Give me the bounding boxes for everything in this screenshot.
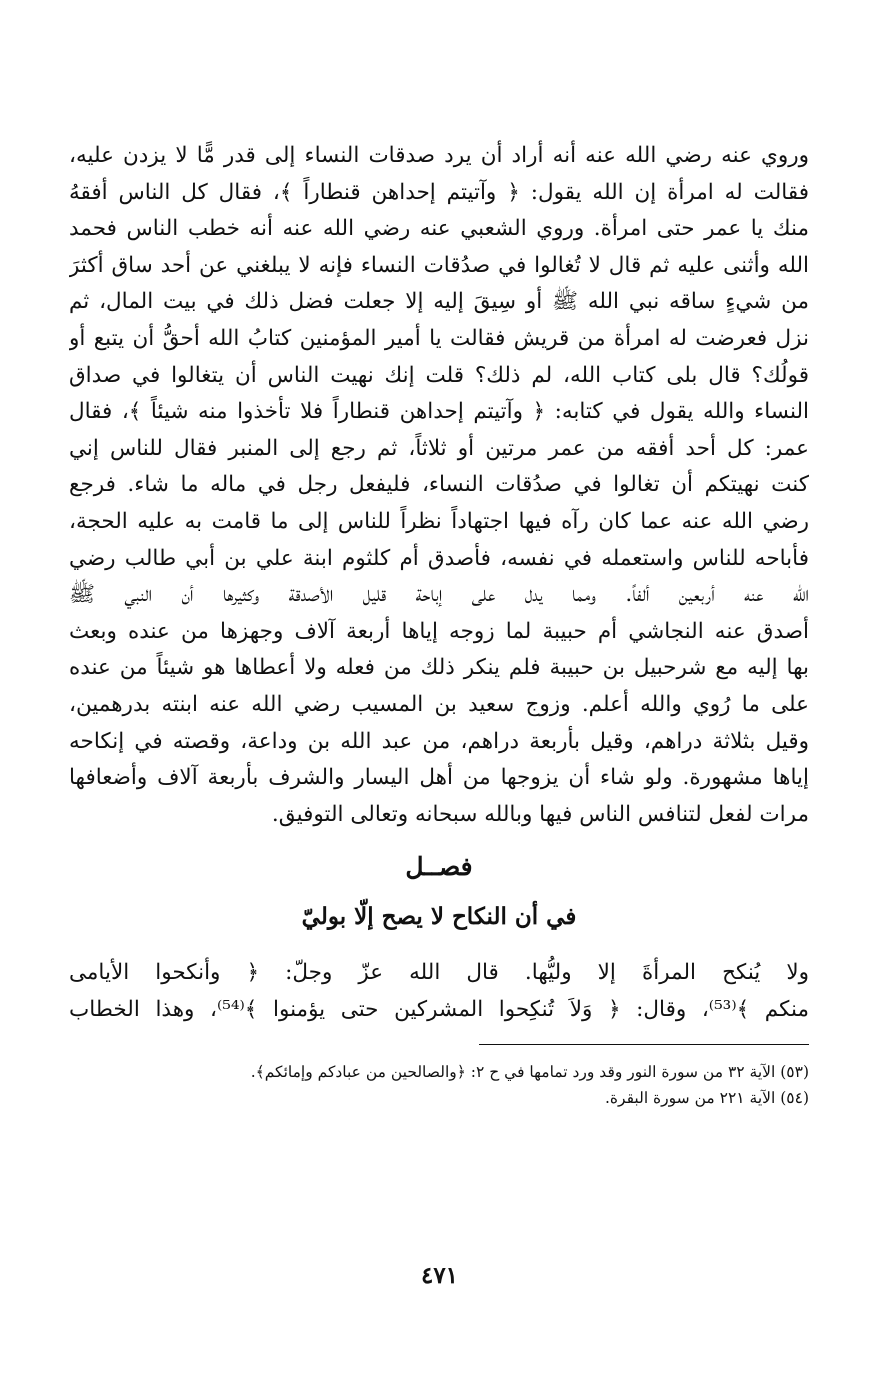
page-content (69, 138, 809, 1111)
text-line: فأباحه للناس واستعمله في نفسه، فأصدق أم كلثوم ابنة علي بن أبي طالب رضي (69, 545, 809, 571)
text-line: منك يا عمر حتى امرأة. وروي الشعبي عنه رضي الله عنه أنه خطب الناس فحمد (69, 216, 809, 242)
text-line: من شيءٍ ساقه نبي الله ﷺ أو سِيقَ إليه إلا جعلت فضل ذلك في بيت المال، ثم (69, 289, 809, 315)
text-line: الله عنه أربعين ألفاً. ومما يدل على إباحة قليل الأصدقة وكثيرها أن النبي ﷺ (69, 582, 809, 608)
text-line: قولُك؟ قال بلى كتاب الله، لم ذلك؟ قلت إنك نهيت الناس أن يتغالوا في صداق (69, 362, 809, 388)
text-line: ولا يُنكح المرأةَ إلا وليُّها. قال الله عزّ وجلّ: ﴿ وأنكحوا الأيامى (69, 960, 809, 986)
footnote: (٥٤) الآية ٢٢١ من سورة البقرة. (604, 1089, 809, 1108)
section-text (69, 955, 809, 1028)
text-line: نزل فعرضت له امرأة من قريش فقالت يا أمير المؤمنين كتابُ الله أحقُّ أن يتبع أو (69, 325, 809, 351)
text-line: مرات لفعل لتنافس الناس فيها وبالله سبحانه وتعالى التوفيق. (271, 801, 809, 827)
text-line: رضي الله عنه عما كان رآه فيها اجتهاداً نظراً للناس إلى ما قامت به عليه الحجة، (69, 508, 809, 534)
text-line: فقالت له امرأة إن الله يقول: ﴿ وآتيتم إحداهن قنطاراً ﴾، فقال كل الناس أفقهُ (69, 179, 809, 205)
text-line: وقيل بثلاثة دراهم، وقيل بأربعة دراهم، من عبد الله بن وداعة، وقصته في إنكاحه (69, 728, 809, 754)
footnote: (٥٣) الآية ٣٢ من سورة النور وقد ورد تمامها في ح ٢: ﴿والصالحين من عبادكم وإمائكم﴾. (250, 1063, 809, 1082)
text-line: على ما رُوي والله أعلم. وزوج سعيد بن المسيب رضي الله عنه ابنته بدرهمين، (69, 691, 809, 717)
text-line: أصدق عنه النجاشي أم حبيبة لما زوجه إياها أربعة آلاف وجهزها من عنده وبعث (69, 618, 809, 644)
footnote-divider (479, 1044, 809, 1045)
footnotes (69, 1059, 809, 1111)
text-line: إياها مشهورة. ولو شاء أن يزوجها من أهل اليسار والشرف بأربعة آلاف وأضعافها (69, 765, 809, 791)
section-heading: فصــل (405, 852, 473, 882)
text-line: عمر: كل أحد أفقه من عمر مرتين أو ثلاثاً، ثم رجع إلى المنبر فقال للناس إني (69, 435, 809, 461)
section-subheading: في أن النكاح لا يصح إلّا بوليّ (301, 903, 577, 931)
text-line: كنت نهيتكم أن تغالوا في صدُقات النساء، فليفعل رجل في ماله ما شاء. فرجع (69, 472, 809, 498)
text-line: الله وأثنى عليه ثم قال لا تُغالوا في صدُقات النساء فإنه لا يبلغني عن أحد ساق أكثرَ (69, 252, 809, 278)
main-text (69, 138, 809, 833)
page-number: ٤٧١ (420, 1262, 459, 1289)
text-line: منكم ﴾⁽⁵³⁾، وقال: ﴿ وَلاَ تُنكِحوا المشركين حتى يؤمنوا ﴾⁽⁵⁴⁾، وهذا الخطاب (69, 996, 809, 1022)
text-line: النساء والله يقول في كتابه: ﴿ وآتيتم إحداهن قنطاراً فلا تأخذوا منه شيئاً ﴾، فقال (69, 399, 809, 425)
text-line: بها إليه مع شرحبيل بن حبيبة فلم ينكر ذلك من فعله ولا أعطاها هو شيئاً من عنده (69, 655, 809, 681)
text-line: وروي عنه رضي الله عنه أنه أراد أن يرد صدقات النساء إلى قدر مًّا لا يزدن عليه، (69, 143, 809, 168)
